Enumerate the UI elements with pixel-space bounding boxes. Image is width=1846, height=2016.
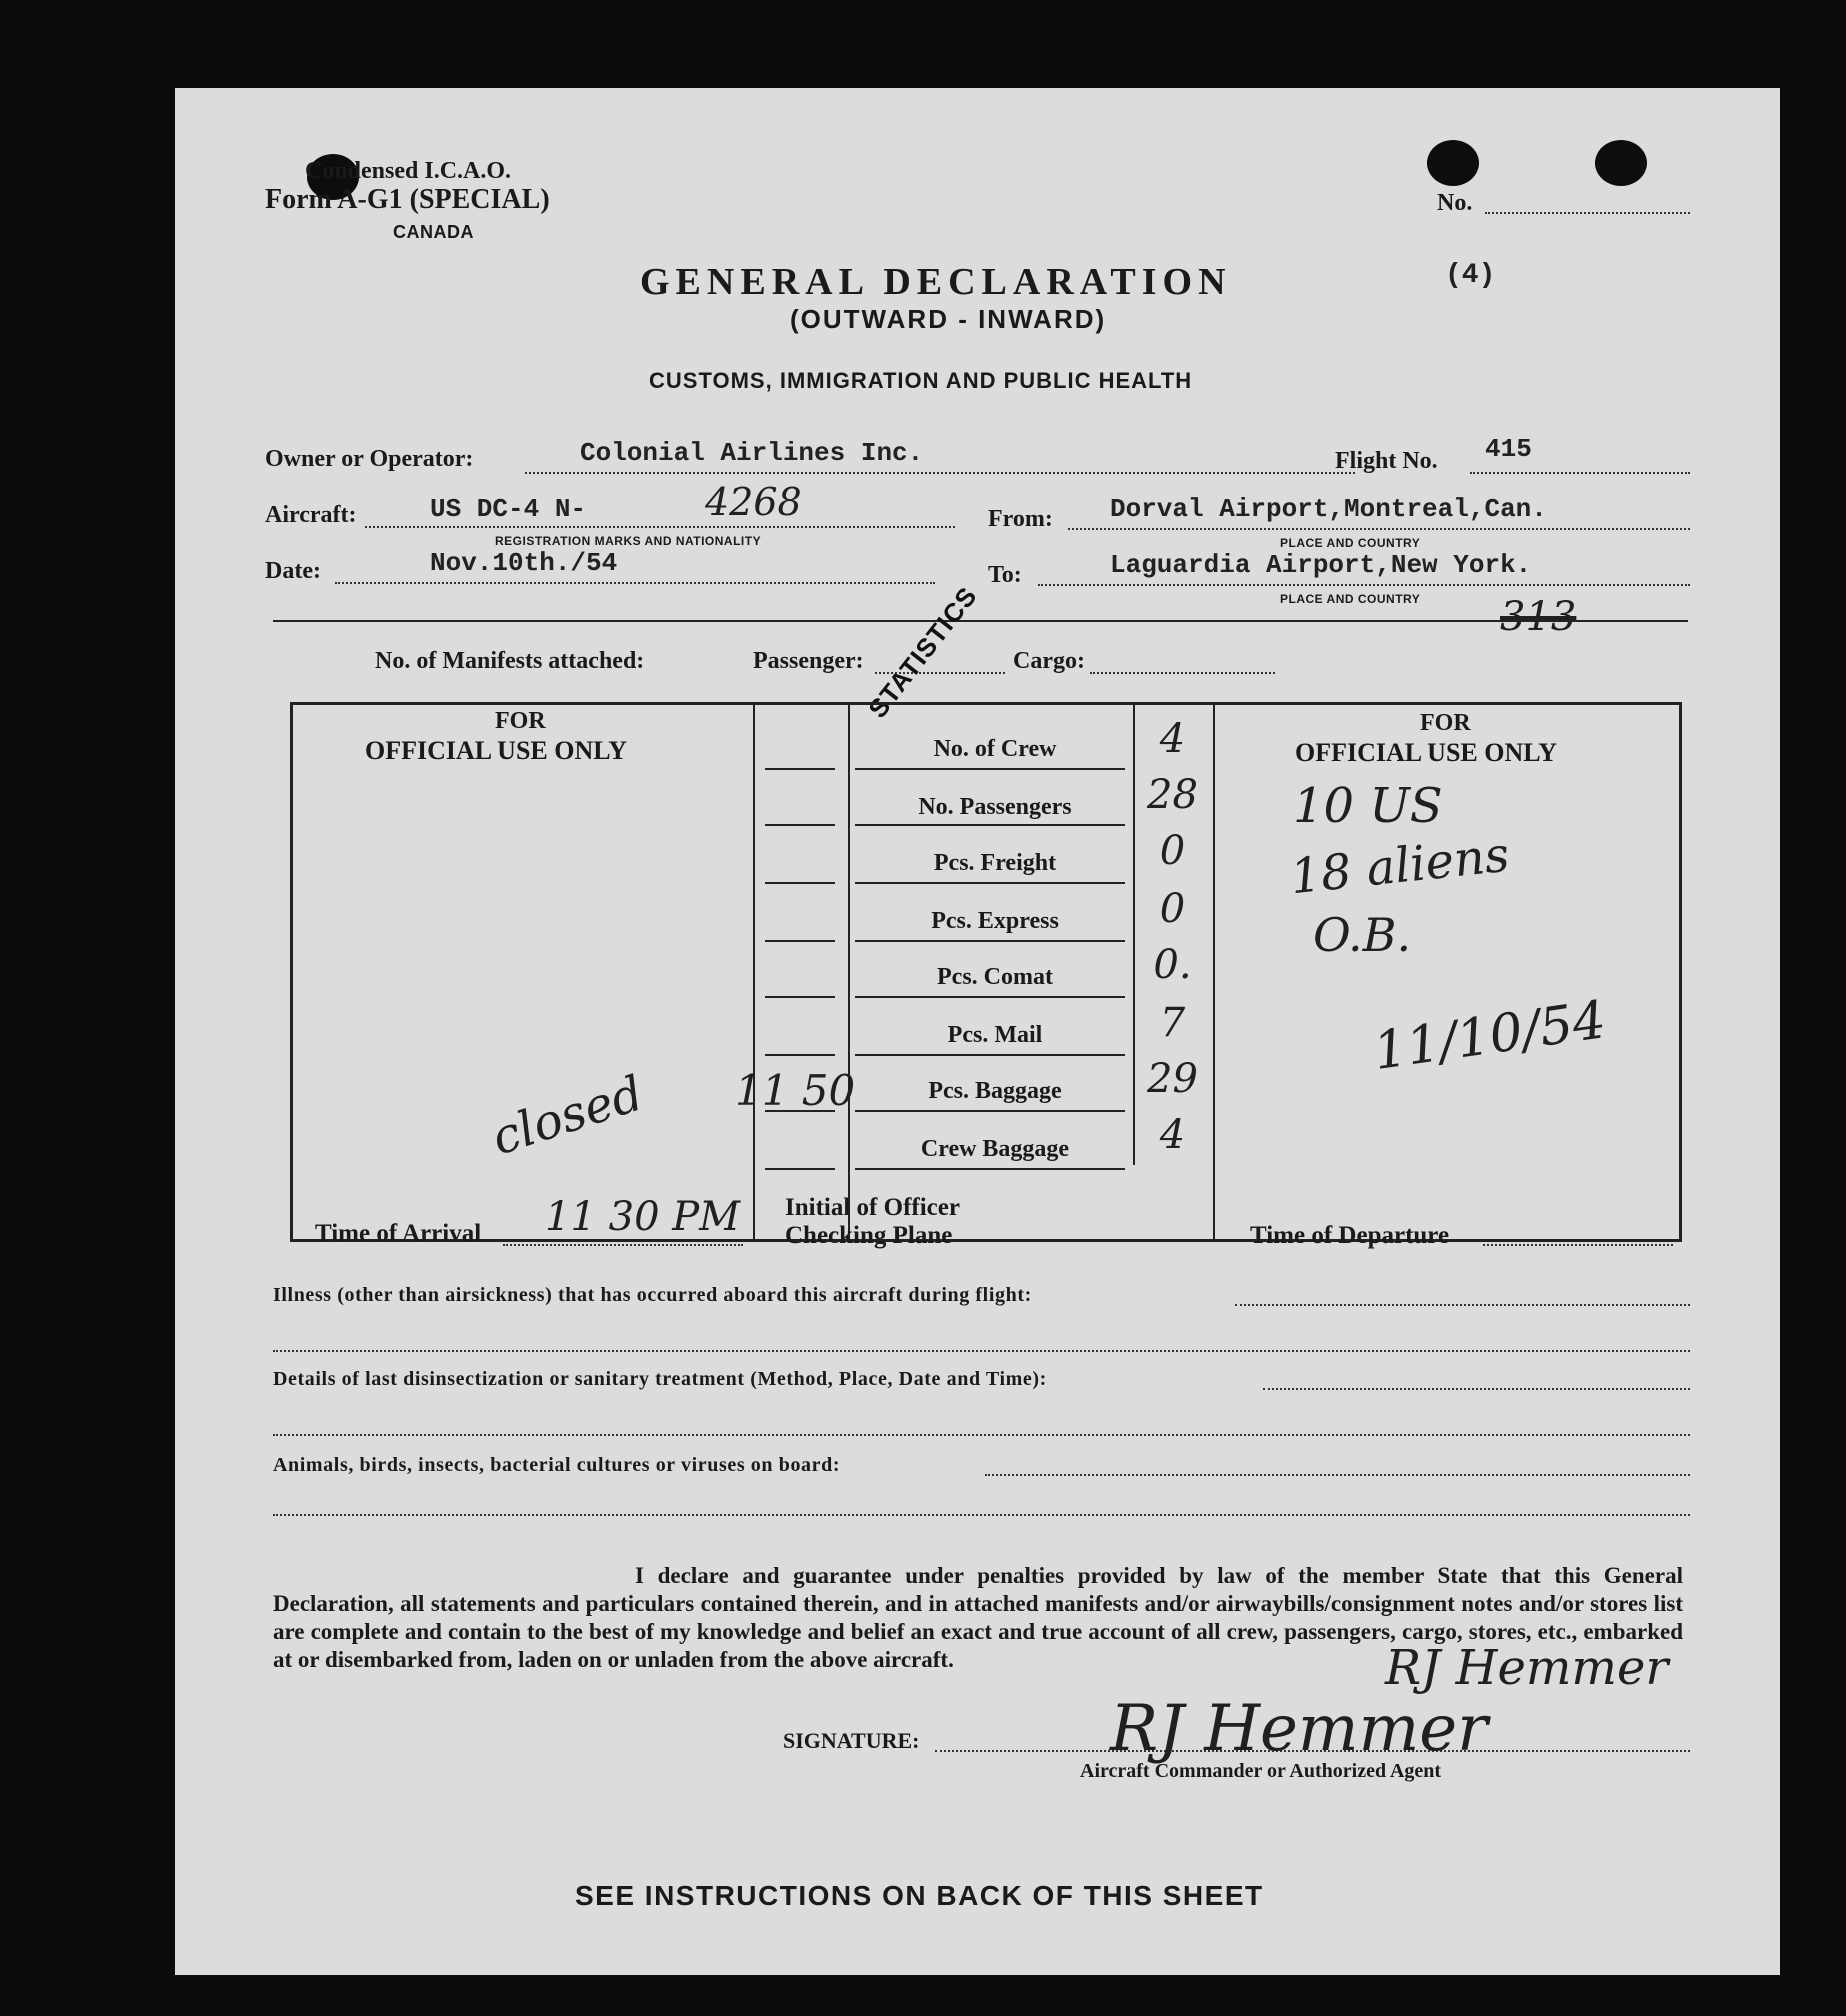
flight-line xyxy=(1470,472,1690,474)
row-rule xyxy=(855,1110,1125,1112)
animals-label: Animals, birds, insects, bacterial cultures or viruses on board: xyxy=(273,1454,841,1476)
row-rule xyxy=(855,882,1125,884)
note-us-count: 10 US xyxy=(1293,778,1443,834)
row-label-crew: No. of Crew xyxy=(933,736,1057,762)
disinsect-line-2 xyxy=(273,1434,1690,1436)
declaration-form xyxy=(175,88,1780,1975)
country: CANADA xyxy=(393,222,474,242)
from-line xyxy=(1068,528,1690,530)
dash-rule xyxy=(765,1168,835,1170)
punch-hole-right-1 xyxy=(1427,140,1479,186)
cargo-line xyxy=(1090,672,1275,674)
declaration-text: I declare and guarantee under penalties provided by law of the member State that this General Declaration, all statements and particulars contained therein, and in attached manifests and/or airwaybills/consignment notes and/or stores list are complete and contain to the best of my knowledge and belief an exact and true account of all crew, passengers, cargo, stores, etc., embarked at or disembarked from, laden on or unladen from the above aircraft. xyxy=(273,1563,1683,1672)
row-label-mail: Pcs. Mail xyxy=(947,1022,1043,1048)
passenger-label: Passenger: xyxy=(753,648,864,674)
footer-instructions: SEE INSTRUCTIONS ON BACK OF THIS SHEET xyxy=(575,1880,1264,1911)
aircraft-registration: 4268 xyxy=(705,480,802,524)
handwritten-number: 313 xyxy=(1500,594,1577,640)
grid-divider-2 xyxy=(848,705,850,1239)
row-value-passengers: 28 xyxy=(1147,772,1198,818)
row-label-express: Pcs. Express xyxy=(931,908,1059,934)
signature-label: SIGNATURE: xyxy=(783,1728,920,1753)
initial-label-1: Initial of Officer xyxy=(785,1194,960,1221)
row-rule xyxy=(855,996,1125,998)
row-value-mail: 7 xyxy=(1159,1000,1186,1046)
cargo-label: Cargo: xyxy=(1013,648,1085,674)
row-label-passengers: No. Passengers xyxy=(918,794,1072,820)
date-label: Date: xyxy=(265,558,321,584)
row-label-comat: Pcs. Comat xyxy=(937,964,1053,990)
illness-line-2 xyxy=(273,1350,1690,1352)
dash-rule xyxy=(765,768,835,770)
illness-label: Illness (other than airsickness) that has occurred aboard this aircraft during flight: xyxy=(273,1284,1032,1306)
time-departure-line xyxy=(1483,1244,1673,1246)
time-arrival-line xyxy=(503,1244,743,1246)
punch-hole-right-2 xyxy=(1595,140,1647,186)
dash-rule xyxy=(765,882,835,884)
illness-line-1 xyxy=(1235,1304,1690,1306)
to-value: Laguardia Airport,New York. xyxy=(1110,550,1532,580)
left-header-official: OFFICIAL USE ONLY xyxy=(365,736,627,765)
divider-rule xyxy=(273,620,1688,622)
customs-line: CUSTOMS, IMMIGRATION AND PUBLIC HEALTH xyxy=(649,368,1193,393)
time-arrival-label: Time of Arrival xyxy=(315,1220,482,1247)
row-value-express: 0 xyxy=(1159,886,1186,932)
no-line xyxy=(1485,212,1690,214)
dash-rule xyxy=(765,940,835,942)
row-value-freight: 0 xyxy=(1159,828,1186,874)
grid-divider-1 xyxy=(753,705,755,1239)
row-rule xyxy=(855,940,1125,942)
row-value-comat: 0. xyxy=(1153,942,1192,988)
row-label-freight: Pcs. Freight xyxy=(933,850,1057,876)
org-line: Condensed I.C.A.O. xyxy=(305,158,512,184)
to-label: To: xyxy=(988,562,1022,588)
copy-number: (4) xyxy=(1445,260,1496,291)
animals-line-2 xyxy=(273,1514,1690,1516)
row-rule xyxy=(855,824,1125,826)
time-departure-label: Time of Departure xyxy=(1250,1222,1450,1249)
left-header-for: FOR xyxy=(495,708,546,734)
row-label-crew-baggage: Crew Baggage xyxy=(920,1136,1070,1162)
aircraft-line xyxy=(365,526,955,528)
dash-rule xyxy=(765,824,835,826)
flight-value: 415 xyxy=(1485,434,1532,464)
form-id: Form A-G1 (SPECIAL) xyxy=(265,184,550,215)
row-value-crew: 4 xyxy=(1159,716,1186,762)
note-initials: O.B. xyxy=(1313,908,1412,962)
from-label: From: xyxy=(988,506,1053,532)
to-line xyxy=(1038,584,1690,586)
disinsect-line-1 xyxy=(1263,1388,1690,1390)
note-closed: closed xyxy=(485,1065,650,1167)
note-closed-time: 11 50 xyxy=(735,1066,856,1115)
note-date: 11/10/54 xyxy=(1369,990,1610,1082)
form-subtitle: (OUTWARD - INWARD) xyxy=(790,304,1107,334)
to-caption: PLACE AND COUNTRY xyxy=(1280,592,1421,606)
signature: RJ Hemmer xyxy=(1110,1692,1488,1766)
signature-caption: Aircraft Commander or Authorized Agent xyxy=(1080,1760,1442,1782)
owner-value: Colonial Airlines Inc. xyxy=(580,438,924,468)
dash-rule xyxy=(765,1054,835,1056)
note-alien-count: 18 aliens xyxy=(1287,826,1512,906)
initial-label-2: Checking Plane xyxy=(785,1222,953,1249)
signature-upper: RJ Hemmer xyxy=(1385,1640,1669,1696)
aircraft-caption: REGISTRATION MARKS AND NATIONALITY xyxy=(495,534,762,548)
right-header-for: FOR xyxy=(1420,710,1471,736)
row-rule xyxy=(855,1054,1125,1056)
statistics-stamp: STATISTICS xyxy=(862,580,984,724)
no-label: No. xyxy=(1437,190,1473,216)
date-line xyxy=(335,582,935,584)
form-title: GENERAL DECLARATION xyxy=(640,261,1232,303)
aircraft-label: Aircraft: xyxy=(265,502,357,528)
row-rule xyxy=(855,1168,1125,1170)
manifests-label: No. of Manifests attached: xyxy=(375,648,645,674)
aircraft-typed: US DC-4 N- xyxy=(430,494,587,524)
row-value-baggage: 29 xyxy=(1147,1056,1198,1102)
owner-label: Owner or Operator: xyxy=(265,446,474,472)
animals-line-1 xyxy=(985,1474,1690,1476)
owner-line xyxy=(525,472,1355,474)
dash-rule xyxy=(765,996,835,998)
time-arrival-value: 11 30 PM xyxy=(545,1194,741,1240)
from-caption: PLACE AND COUNTRY xyxy=(1280,536,1421,550)
disinsect-label: Details of last disinsectization or sanitary treatment (Method, Place, Date and Time): xyxy=(273,1368,1047,1390)
from-value: Dorval Airport,Montreal,Can. xyxy=(1110,494,1547,524)
flight-label: Flight No. xyxy=(1335,448,1438,474)
date-value: Nov.10th./54 xyxy=(430,548,618,578)
row-rule xyxy=(855,768,1125,770)
row-value-crew-baggage: 4 xyxy=(1159,1112,1186,1158)
right-header-official: OFFICIAL USE ONLY xyxy=(1295,738,1557,767)
row-label-baggage: Pcs. Baggage xyxy=(928,1078,1062,1104)
